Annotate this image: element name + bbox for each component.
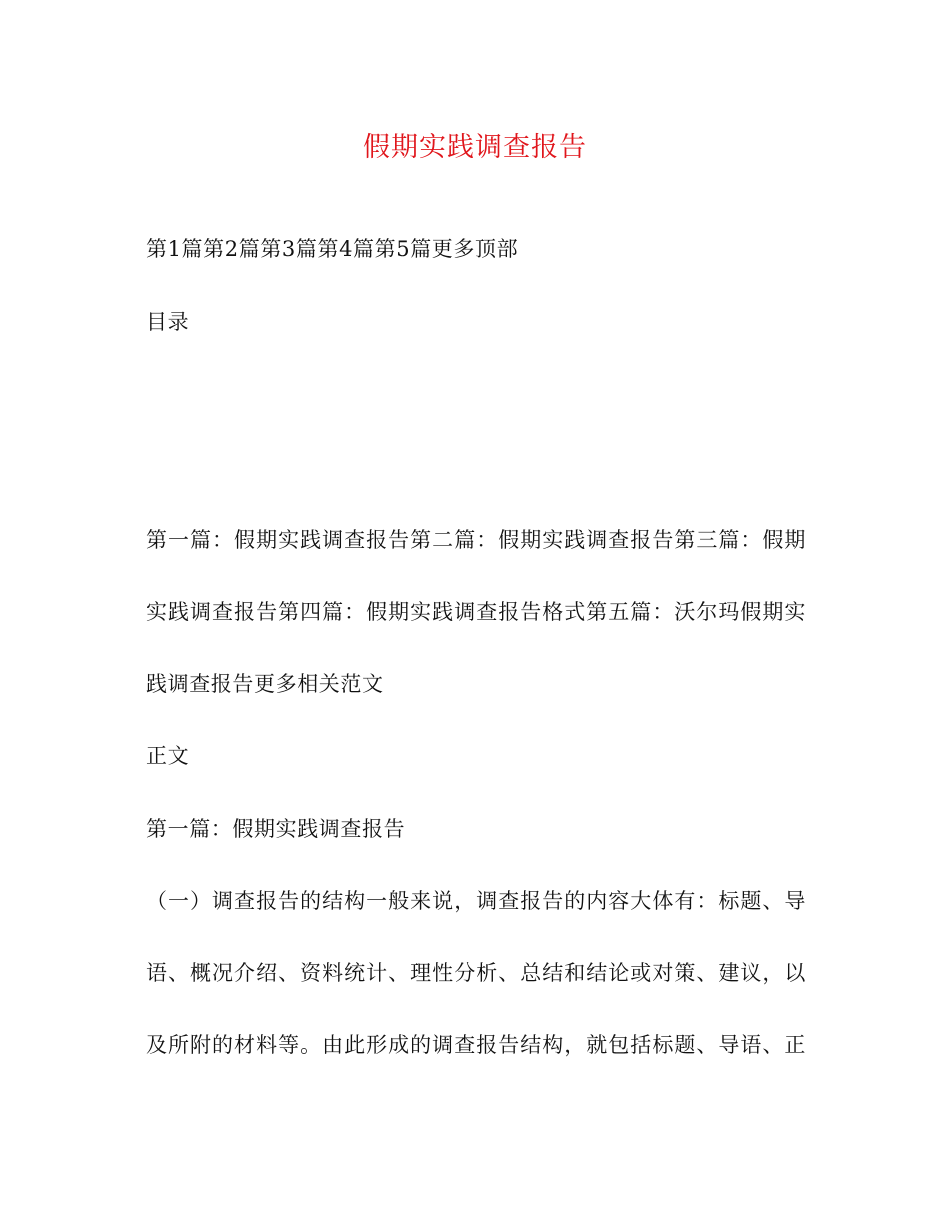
toc-line: 实践调查报告第四篇：假期实践调查报告格式第五篇：沃尔玛假期实 — [146, 600, 806, 624]
paragraph-line: （一）调查报告的结构一般来说，调查报告的内容大体有：标题、导 — [146, 889, 806, 913]
body-heading: 正文 — [146, 744, 190, 768]
toc-heading: 目录 — [146, 310, 190, 334]
paragraph-line: 语、概况介绍、资料统计、理性分析、总结和结论或对策、建议，以 — [146, 961, 806, 985]
toc-line: 第一篇：假期实践调查报告第二篇：假期实践调查报告第三篇：假期 — [146, 528, 806, 552]
toc-line: 践调查报告更多相关范文 — [146, 672, 384, 696]
nav-line: 第1篇第2篇第3篇第4篇第5篇更多顶部 — [146, 237, 519, 261]
section-heading: 第一篇：假期实践调查报告 — [146, 817, 406, 841]
document-title: 假期实践调查报告 — [363, 132, 587, 163]
paragraph-line: 及所附的材料等。由此形成的调查报告结构，就包括标题、导语、正 — [146, 1033, 806, 1057]
